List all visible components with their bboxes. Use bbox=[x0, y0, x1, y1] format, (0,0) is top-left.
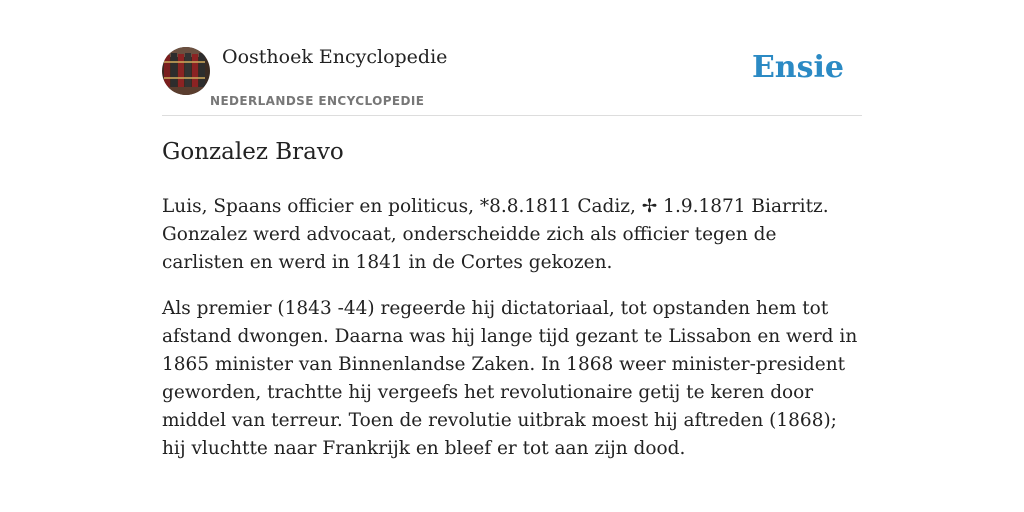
entry-content bbox=[162, 193, 862, 481]
entry-title: Gonzalez Bravo bbox=[162, 139, 344, 165]
entry-paragraph: Luis, Spaans officier en politicus, *8.8.1811 Cadiz, ✢ 1.9.1871 Biarritz. Gonzalez werd advocaat, onderscheidde zich als officier tegen de carlisten en werd in 1841 in de Cortes gekozen. bbox=[162, 196, 829, 273]
encyclopedia-books-icon bbox=[162, 47, 210, 95]
source-title[interactable]: Oosthoek Encyclopedie bbox=[222, 46, 448, 68]
entry-paragraph: Als premier (1843 -44) regeerde hij dictatoriaal, tot opstanden hem tot afstand dwongen. Daarna was hij lange tijd gezant te Lissabon en werd in 1865 minister van Binnenlandse Zaken. In 1868 weer minister-president geworden, trachtte hij vergeefs het revolutionaire getij te keren door middel van terreur. Toen de revolutie uitbrak moest hij aftreden (1868); hij vluchtte naar Frankrijk en bleef er tot aan zijn dood. bbox=[162, 298, 858, 459]
source-subtitle: NEDERLANDSE ENCYCLOPEDIE bbox=[210, 94, 425, 108]
header-divider bbox=[162, 115, 862, 116]
brand-logo[interactable]: Ensie bbox=[751, 50, 844, 85]
